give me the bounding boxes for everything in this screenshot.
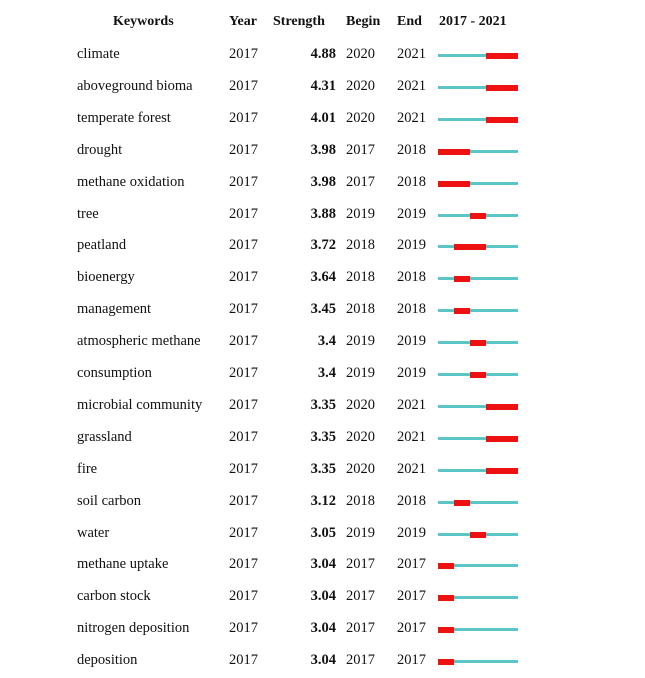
begin-cell: 2019 [346,205,375,222]
timeline-segment [454,437,470,440]
year-cell: 2017 [229,269,258,286]
timeline-segment [470,628,486,631]
timeline-segment [438,86,454,89]
timeline-segment [454,596,470,599]
table-row [0,455,645,487]
begin-cell: 2017 [346,173,375,190]
timeline-segment [470,118,486,121]
timeline-segment [502,628,518,631]
timeline-segment [454,628,470,631]
year-cell: 2017 [229,460,258,477]
end-cell: 2018 [397,492,426,509]
strength-cell: 3.04 [310,652,336,669]
table-row [0,136,645,168]
burst-segment [454,181,470,187]
burst-bar [438,436,518,442]
year-cell: 2017 [229,333,258,350]
burst-bar [438,372,518,378]
year-cell: 2017 [229,620,258,637]
begin-cell: 2018 [346,492,375,509]
begin-cell: 2019 [346,333,375,350]
strength-cell: 3.88 [310,205,336,222]
begin-cell: 2017 [346,620,375,637]
header-strength: Strength [273,14,325,29]
end-cell: 2017 [397,620,426,637]
strength-cell: 3.4 [317,333,336,350]
year-cell: 2017 [229,205,258,222]
timeline-segment [454,533,470,536]
timeline-segment [486,501,502,504]
burst-segment [470,372,486,378]
timeline-segment [486,596,502,599]
burst-bar [438,532,518,538]
timeline-segment [486,182,502,185]
timeline-segment [438,405,454,408]
timeline-segment [486,214,502,217]
timeline-segment [454,341,470,344]
end-cell: 2021 [397,109,426,126]
year-cell: 2017 [229,428,258,445]
year-cell: 2017 [229,492,258,509]
begin-cell: 2017 [346,556,375,573]
strength-cell: 3.04 [310,556,336,573]
table-row [0,72,645,104]
burst-bar [438,181,518,187]
timeline-segment [470,437,486,440]
burst-segment [438,627,454,633]
table-row [0,168,645,200]
burst-bar [438,53,518,59]
begin-cell: 2020 [346,396,375,413]
year-cell: 2017 [229,556,258,573]
begin-cell: 2020 [346,460,375,477]
timeline-segment [438,214,454,217]
header-end: End [397,14,422,29]
strength-cell: 3.64 [310,269,336,286]
begin-cell: 2018 [346,237,375,254]
keyword-cell: consumption [77,365,152,381]
strength-cell: 3.35 [310,460,336,477]
burst-bar [438,149,518,155]
burst-segment [502,53,518,59]
timeline-segment [486,341,502,344]
burst-segment [486,468,502,474]
begin-cell: 2017 [346,141,375,158]
burst-bar [438,659,518,665]
timeline-segment [470,54,486,57]
end-cell: 2019 [397,365,426,381]
begin-cell: 2019 [346,524,375,541]
timeline-segment [438,437,454,440]
timeline-segment [470,277,486,280]
year-cell: 2017 [229,365,258,381]
keyword-cell: soil carbon [77,492,142,509]
strength-cell: 3.05 [310,524,336,541]
timeline-segment [502,214,518,217]
strength-cell: 4.01 [310,109,336,126]
burst-segment [486,404,502,410]
strength-cell: 3.72 [310,237,336,254]
timeline-segment [438,118,454,121]
burst-segment [454,500,470,506]
table-row [0,104,645,136]
timeline-segment [454,214,470,217]
burst-segment [502,117,518,123]
end-cell: 2021 [397,396,426,413]
timeline-segment [454,86,470,89]
timeline-segment [486,628,502,631]
table-row [0,263,645,295]
year-cell: 2017 [229,77,258,94]
table-row [0,646,645,678]
timeline-segment [502,596,518,599]
year-cell: 2017 [229,652,258,669]
burst-segment [502,436,518,442]
keyword-cell: methane oxidation [77,173,185,190]
keyword-cell: tree [77,205,99,222]
table-row [0,359,645,391]
year-cell: 2017 [229,588,258,605]
burst-segment [438,659,454,665]
end-cell: 2018 [397,173,426,190]
keyword-cell: nitrogen deposition [77,620,190,637]
header-keywords: Keywords [113,14,174,29]
timeline-segment [502,373,518,376]
table-row [0,487,645,519]
burst-bar [438,276,518,282]
burst-segment [454,244,470,250]
burst-segment [454,149,470,155]
table-row [0,231,645,263]
burst-segment [470,340,486,346]
timeline-segment [438,373,454,376]
end-cell: 2018 [397,301,426,318]
timeline-segment [502,564,518,567]
timeline-segment [486,373,502,376]
burst-bar [438,85,518,91]
timeline-segment [470,405,486,408]
year-cell: 2017 [229,141,258,158]
table-row [0,200,645,232]
keyword-cell: drought [77,141,123,158]
keyword-cell: atmospheric methane [77,333,201,350]
year-cell: 2017 [229,173,258,190]
keyword-cell: temperate forest [77,109,171,126]
header-year: Year [229,14,257,29]
end-cell: 2021 [397,77,426,94]
strength-cell: 4.88 [310,46,336,62]
begin-cell: 2018 [346,269,375,286]
timeline-segment [486,150,502,153]
begin-cell: 2017 [346,652,375,669]
keyword-cell: water [77,524,110,541]
timeline-segment [486,660,502,663]
year-cell: 2017 [229,524,258,541]
table-row [0,295,645,327]
keyword-cell: carbon stock [77,588,151,605]
strength-cell: 3.4 [317,365,336,381]
burst-bar [438,627,518,633]
keyword-cell: bioenergy [77,269,135,286]
strength-cell: 3.98 [310,173,336,190]
header-range: 2017 - 2021 [439,14,507,29]
end-cell: 2019 [397,205,426,222]
timeline-segment [438,309,454,312]
burst-segment [502,404,518,410]
year-cell: 2017 [229,301,258,318]
timeline-segment [454,660,470,663]
timeline-segment [438,533,454,536]
table-row [0,423,645,455]
burst-bar [438,308,518,314]
end-cell: 2018 [397,141,426,158]
timeline-segment [502,533,518,536]
keyword-cell: grassland [77,428,132,445]
end-cell: 2019 [397,333,426,350]
year-cell: 2017 [229,109,258,126]
end-cell: 2021 [397,428,426,445]
strength-cell: 3.98 [310,141,336,158]
burst-segment [454,308,470,314]
burst-segment [486,436,502,442]
timeline-segment [470,564,486,567]
timeline-segment [438,54,454,57]
end-cell: 2017 [397,652,426,669]
strength-cell: 3.35 [310,428,336,445]
timeline-segment [486,309,502,312]
timeline-segment [470,86,486,89]
timeline-segment [470,150,486,153]
timeline-segment [486,245,502,248]
keyword-cell: peatland [77,237,127,254]
timeline-segment [502,150,518,153]
end-cell: 2021 [397,46,426,62]
burst-bar [438,500,518,506]
timeline-segment [454,54,470,57]
timeline-segment [454,118,470,121]
end-cell: 2017 [397,556,426,573]
timeline-segment [470,660,486,663]
end-cell: 2017 [397,588,426,605]
timeline-segment [502,341,518,344]
begin-cell: 2019 [346,365,375,381]
burst-segment [438,563,454,569]
burst-segment [470,244,486,250]
begin-cell: 2020 [346,77,375,94]
table-row [0,614,645,646]
burst-segment [438,595,454,601]
timeline-segment [454,469,470,472]
burst-bar [438,595,518,601]
burst-segment [438,181,454,187]
begin-cell: 2017 [346,588,375,605]
table-row [0,40,645,72]
begin-cell: 2018 [346,301,375,318]
burst-segment [486,117,502,123]
timeline-segment [502,245,518,248]
burst-segment [454,276,470,282]
strength-cell: 3.45 [310,301,336,318]
end-cell: 2019 [397,524,426,541]
keyword-cell: methane uptake [77,556,169,573]
timeline-segment [470,309,486,312]
end-cell: 2019 [397,237,426,254]
timeline-segment [486,533,502,536]
keyword-cell: deposition [77,652,138,669]
strength-cell: 3.04 [310,588,336,605]
burst-bar [438,563,518,569]
table-row [0,550,645,582]
burst-segment [502,468,518,474]
begin-cell: 2020 [346,109,375,126]
end-cell: 2021 [397,460,426,477]
table-row [0,327,645,359]
keyword-cell: climate [77,46,120,62]
timeline-segment [454,564,470,567]
timeline-segment [454,405,470,408]
year-cell: 2017 [229,46,258,62]
begin-cell: 2020 [346,428,375,445]
timeline-segment [438,501,454,504]
timeline-segment [502,660,518,663]
timeline-segment [502,501,518,504]
burst-segment [438,149,454,155]
end-cell: 2018 [397,269,426,286]
timeline-segment [502,277,518,280]
keyword-cell: microbial community [77,396,203,413]
burst-bar [438,117,518,123]
timeline-segment [438,469,454,472]
burst-bar [438,244,518,250]
timeline-segment [438,277,454,280]
strength-cell: 3.12 [310,492,336,509]
timeline-segment [454,373,470,376]
burst-bar [438,213,518,219]
timeline-segment [502,309,518,312]
strength-cell: 4.31 [310,77,336,94]
header-begin: Begin [346,14,381,29]
begin-cell: 2020 [346,46,375,62]
burst-bar [438,404,518,410]
table-row [0,391,645,423]
burst-segment [502,85,518,91]
burst-segment [486,85,502,91]
keyword-cell: management [77,301,152,318]
timeline-segment [470,501,486,504]
burst-bar [438,468,518,474]
timeline-segment [486,277,502,280]
burst-segment [486,53,502,59]
burst-segment [470,213,486,219]
burst-bar [438,340,518,346]
strength-cell: 3.04 [310,620,336,637]
timeline-segment [438,341,454,344]
keyword-cell: aboveground bioma [77,77,193,94]
timeline-segment [438,245,454,248]
timeline-segment [486,564,502,567]
strength-cell: 3.35 [310,396,336,413]
timeline-segment [502,182,518,185]
table-row [0,519,645,551]
timeline-segment [470,182,486,185]
timeline-segment [470,596,486,599]
keyword-cell: fire [77,460,98,477]
burst-segment [470,532,486,538]
year-cell: 2017 [229,237,258,254]
year-cell: 2017 [229,396,258,413]
timeline-segment [470,469,486,472]
table-row [0,582,645,614]
